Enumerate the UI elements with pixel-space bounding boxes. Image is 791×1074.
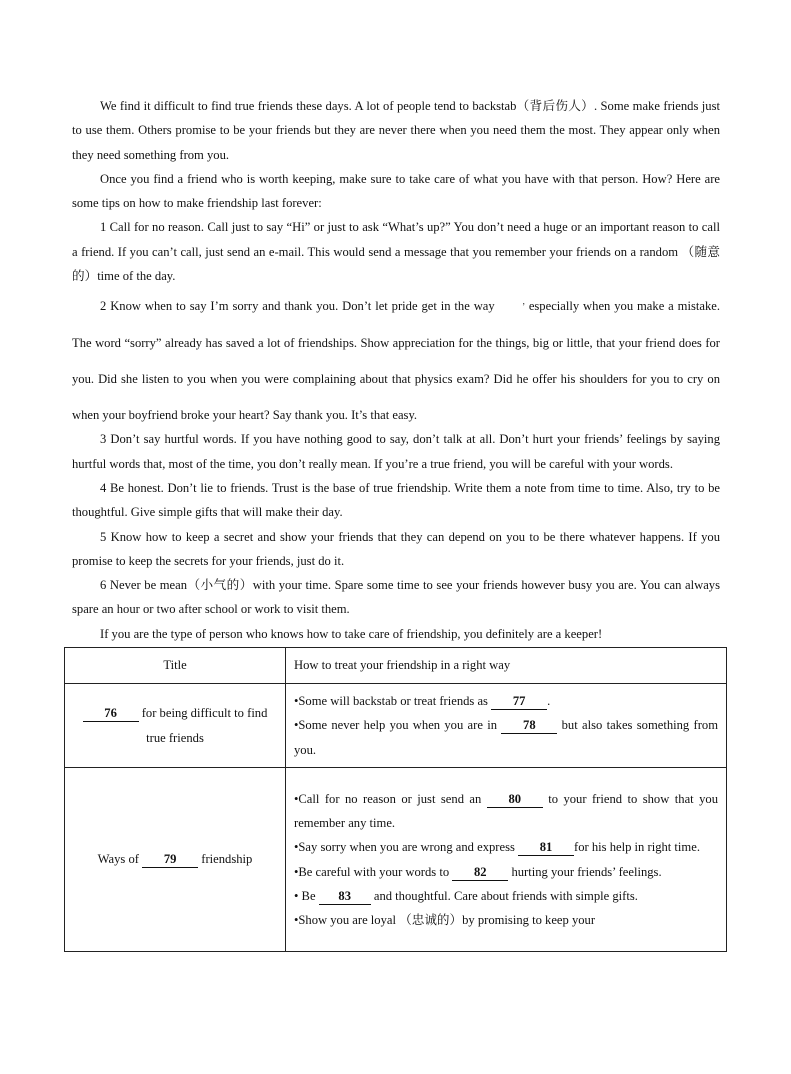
row2-line2-end: for his help in right time. (574, 840, 700, 855)
paragraph-tip-1: 1 Call for no reason. Call just to say “Hi” or just to ask “What’s up?” You don’t need a huge or an important reason to call a friend. If you can’t call, just send an e-mail. This would send a message that you remember your friends on a random （随意的）time of the day. (72, 220, 720, 284)
row1-title-text: for being difficult to find true friends (138, 706, 268, 745)
paragraph-intro: We find it difficult to find true friends these days. A lot of people tend to backstab（背后伤人）. Some make friends just to use them. Others promise to be your friends but they are never there when you need them the most. They appear only when they need something from you. (72, 99, 720, 162)
blank-79[interactable]: 79 (142, 851, 198, 868)
tip-2-text-b: especially when you make a mistake. The word “sorry” already has saved a lot of friendships. Show appreciation for the things, big or little, that your friend does for you. Did she listen to you when you were complaining about that physics exam? Did he offer his shoulders for you to cry on when your boyfriend broke your heart? Say thank you. It’s that easy. (72, 299, 720, 423)
summary-table (64, 647, 727, 952)
tip-2-text-a: 2 Know when to say I’m sorry and thank you. Don’t let pride get in the way (100, 299, 495, 314)
row1-content-cell (286, 684, 727, 768)
table-row-1 (65, 684, 727, 768)
paragraph-tips-intro: Once you find a friend who is worth keeping, make sure to take care of what you have with that person. How? Here are some tips on how to make friendship last forever: (72, 171, 720, 211)
blank-80[interactable]: 80 (487, 791, 543, 808)
row1-line2-end: but also takes something from you. (294, 718, 718, 757)
blank-77[interactable]: 77 (491, 693, 547, 710)
row1-line-1 (294, 689, 718, 713)
row2-line4-text: • Be (294, 888, 319, 903)
row2-line-5: •Show you are loyal （忠诚的）by promising to keep your (294, 913, 596, 928)
row2-line-4 (294, 884, 718, 908)
row1-line1-end: . (547, 694, 551, 709)
row2-line1-text: •Call for no reason or just send an (294, 791, 487, 806)
row2-title-post: friendship (198, 852, 253, 867)
row1-line2-text: •Some never help you when you are in (294, 718, 502, 733)
row2-line-3 (294, 860, 718, 884)
row1-line1-text: •Some will backstab or treat friends as (294, 694, 492, 709)
table-row-2 (65, 768, 727, 952)
table-header-row (65, 648, 727, 684)
row2-line-1 (294, 787, 718, 836)
paragraph-tip-2 (72, 288, 720, 433)
row2-line2-text: •Say sorry when you are wrong and express (294, 840, 519, 855)
row2-content-cell (286, 768, 727, 952)
header-title: Title (65, 648, 286, 684)
row1-title-cell (65, 684, 286, 768)
paragraph-tip-3: 3 Don’t say hurtful words. If you have nothing good to say, don’t talk at all. Don’t hurt your friends’ feelings by saying hurtful words that, most of the time, you don’t really mean. If you’re a true friend, you will be careful with your words. (72, 432, 720, 471)
row2-title-cell (65, 768, 286, 952)
row2-line3-end: hurting your friends’ feelings. (508, 864, 662, 879)
row2-line-2 (294, 835, 718, 859)
row2-line4-end: and thoughtful. Care about friends with simple gifts. (370, 888, 638, 903)
row2-line1-end: to your friend to show that you remember any time. (294, 791, 718, 830)
blank-81[interactable]: 81 (518, 839, 574, 856)
blank-78[interactable]: 78 (501, 717, 557, 734)
stray-mark: , (522, 296, 525, 307)
header-summary: How to treat your friendship in a right way (286, 648, 727, 684)
blank-83[interactable]: 83 (319, 888, 371, 905)
paragraph-conclusion: If you are the type of person who knows how to take care of friendship, you definitely are a keeper! (100, 626, 603, 641)
blank-82[interactable]: 82 (452, 864, 508, 881)
paragraph-tip-4: 4 Be honest. Don’t lie to friends. Trust is the base of true friendship. Write them a note from time to time. Also, try to be thoughtful. Give simple gifts that will make their day. (72, 480, 720, 520)
row1-line-2 (294, 713, 718, 762)
row2-title-pre: Ways of (97, 852, 143, 867)
reading-passage (72, 94, 720, 646)
paragraph-tip-6: 6 Never be mean（小气的）with your time. Spare some time to see your friends however busy you are. You can always spare an hour or two after school or work to visit them. (72, 578, 720, 617)
paragraph-tip-5: 5 Know how to keep a secret and show your friends that they can depend on you to be there whatever happens. If you promise to keep the secrets for your friends, just do it. (72, 529, 720, 568)
row2-line3-text: •Be careful with your words to (294, 864, 453, 879)
blank-76[interactable]: 76 (83, 705, 139, 722)
